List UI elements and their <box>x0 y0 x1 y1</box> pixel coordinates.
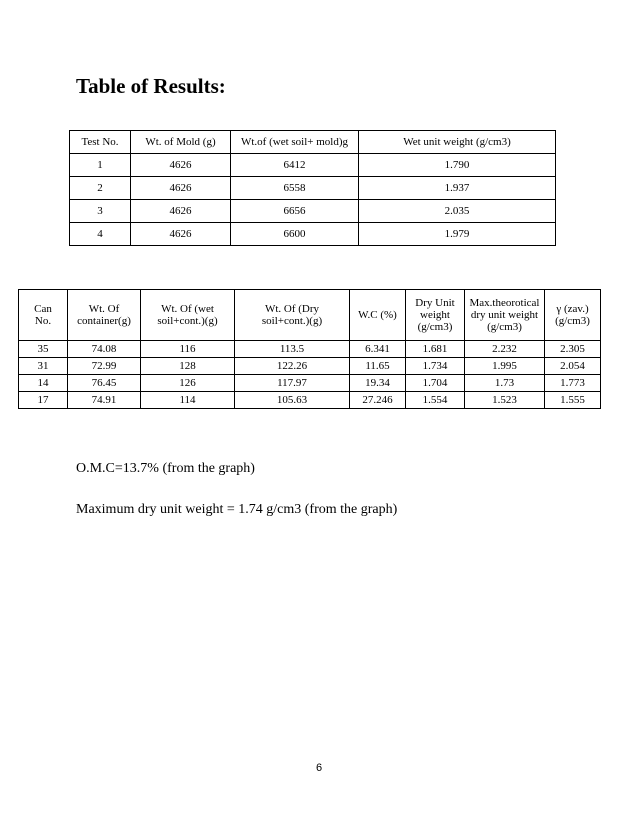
table-cell: 6600 <box>231 223 359 246</box>
header-wt-wet-soil-cont: Wt. Of (wet soil+cont.)(g) <box>141 290 235 341</box>
table-cell: 3 <box>70 200 131 223</box>
header-wt-container: Wt. Of container(g) <box>68 290 141 341</box>
table-row <box>19 375 601 392</box>
table-cell: 11.65 <box>350 358 406 375</box>
table-cell: 74.91 <box>68 392 141 409</box>
table-cell: 4626 <box>131 223 231 246</box>
page-number: 6 <box>315 762 323 774</box>
omc-note: O.M.C=13.7% (from the graph) <box>76 461 255 476</box>
header-water-content: W.C (%) <box>350 290 406 341</box>
table-cell: 2.054 <box>545 358 601 375</box>
table-cell: 114 <box>141 392 235 409</box>
table-cell: 74.08 <box>68 341 141 358</box>
table-cell: 117.97 <box>235 375 350 392</box>
table-row <box>70 154 556 177</box>
page-title: Table of Results: <box>76 74 226 98</box>
table-cell: 2.232 <box>465 341 545 358</box>
table-cell: 1.554 <box>406 392 465 409</box>
header-wt-wet-soil-mold: Wt.of (wet soil+ mold)g <box>231 131 359 154</box>
table-cell: 31 <box>19 358 68 375</box>
table-cell: 35 <box>19 341 68 358</box>
header-test-no: Test No. <box>70 131 131 154</box>
header-max-theoretical-dry-unit-weight: Max.theorotical dry unit weight (g/cm3) <box>465 290 545 341</box>
table-cell: 1.773 <box>545 375 601 392</box>
table-cell: 2.305 <box>545 341 601 358</box>
table-cell: 4626 <box>131 154 231 177</box>
table-cell: 126 <box>141 375 235 392</box>
compaction-table <box>18 289 601 409</box>
table-cell: 27.246 <box>350 392 406 409</box>
header-gamma-zav: γ (zav.) (g/cm3) <box>545 290 601 341</box>
table-cell: 116 <box>141 341 235 358</box>
table-cell: 72.99 <box>68 358 141 375</box>
table-cell: 4 <box>70 223 131 246</box>
table-row <box>19 392 601 409</box>
table-cell: 1.73 <box>465 375 545 392</box>
table-cell: 6.341 <box>350 341 406 358</box>
table-row <box>70 200 556 223</box>
table-header-row <box>19 290 601 341</box>
table-cell: 2.035 <box>359 200 556 223</box>
max-dry-unit-weight-note: Maximum dry unit weight = 1.74 g/cm3 (from the graph) <box>76 502 398 517</box>
table-cell: 122.26 <box>235 358 350 375</box>
table-cell: 6558 <box>231 177 359 200</box>
table-cell: 19.34 <box>350 375 406 392</box>
table-cell: 4626 <box>131 200 231 223</box>
header-can-no: Can No. <box>19 290 68 341</box>
table-row <box>70 177 556 200</box>
table-row <box>70 223 556 246</box>
table-cell: 1.995 <box>465 358 545 375</box>
header-dry-unit-weight: Dry Unit weight (g/cm3) <box>406 290 465 341</box>
table-cell: 14 <box>19 375 68 392</box>
table-row <box>19 358 601 375</box>
table-cell: 17 <box>19 392 68 409</box>
header-wet-unit-weight: Wet unit weight (g/cm3) <box>359 131 556 154</box>
table-cell: 1.979 <box>359 223 556 246</box>
table-cell: 1.555 <box>545 392 601 409</box>
table-cell: 1.523 <box>465 392 545 409</box>
header-wt-dry-soil-cont: Wt. Of (Dry soil+cont.)(g) <box>235 290 350 341</box>
table-cell: 4626 <box>131 177 231 200</box>
table-cell: 105.63 <box>235 392 350 409</box>
table-header-row <box>70 131 556 154</box>
table-row <box>19 341 601 358</box>
table-cell: 6412 <box>231 154 359 177</box>
table-cell: 1.704 <box>406 375 465 392</box>
table-cell: 6656 <box>231 200 359 223</box>
table-cell: 113.5 <box>235 341 350 358</box>
table-cell: 1.937 <box>359 177 556 200</box>
header-wt-mold: Wt. of Mold (g) <box>131 131 231 154</box>
table-cell: 76.45 <box>68 375 141 392</box>
table-cell: 2 <box>70 177 131 200</box>
results-table <box>69 130 556 246</box>
table-cell: 128 <box>141 358 235 375</box>
table-cell: 1 <box>70 154 131 177</box>
table-cell: 1.681 <box>406 341 465 358</box>
table-cell: 1.790 <box>359 154 556 177</box>
table-cell: 1.734 <box>406 358 465 375</box>
